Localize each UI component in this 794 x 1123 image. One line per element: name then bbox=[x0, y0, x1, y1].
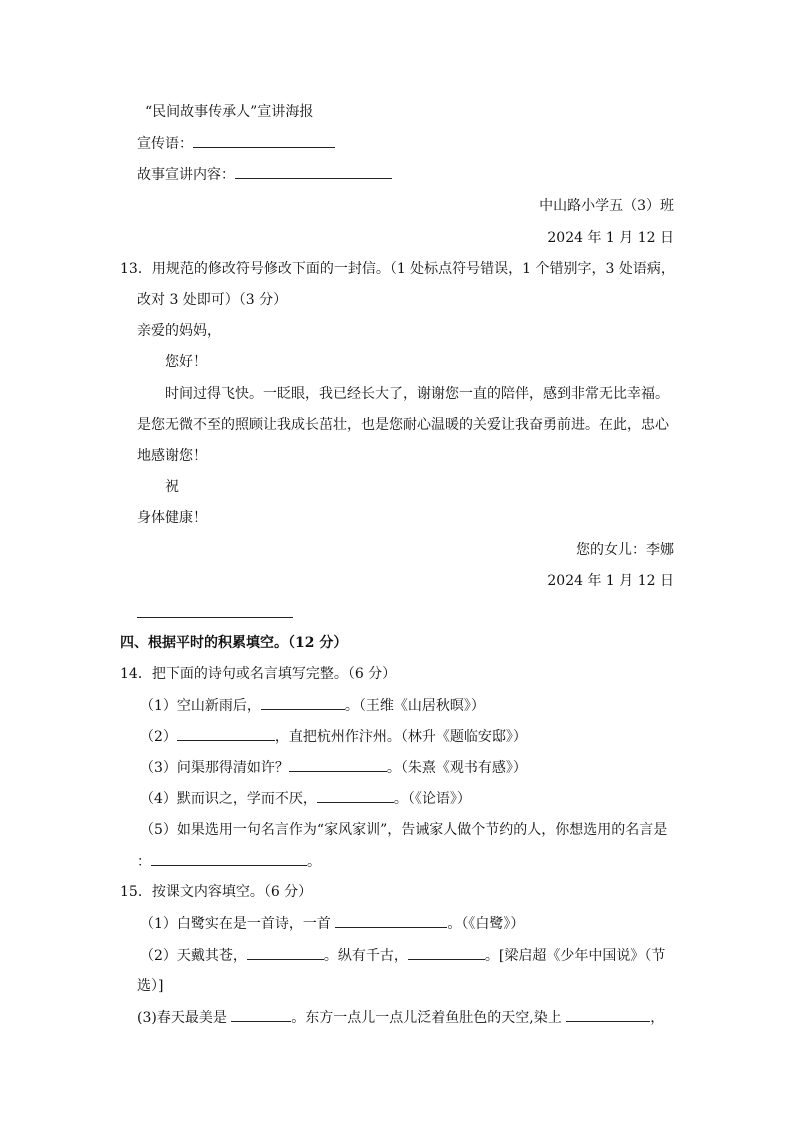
q14-item-5-line2 bbox=[137, 851, 321, 872]
slogan-label: 宣传语： bbox=[137, 136, 193, 152]
q15-blank-1[interactable] bbox=[335, 913, 447, 928]
q15-item-3-post: ， bbox=[650, 1010, 665, 1026]
q15-item-2-line2: 选）] bbox=[137, 978, 164, 994]
q14-item-1-pre: （1）空山新雨后， bbox=[140, 698, 261, 714]
q15-item-1 bbox=[140, 913, 524, 934]
q14-blank-3[interactable] bbox=[289, 757, 387, 772]
letter-body-line3: 地感谢您！ bbox=[137, 448, 207, 464]
q14-blank-4[interactable] bbox=[317, 788, 394, 803]
q15-stem: 15．按课文内容填空。（6 分） bbox=[120, 884, 313, 900]
q14-item-2-pre: （2） bbox=[140, 729, 177, 745]
q14-item-5-line1: （5）如果选用一句名言作为“家风家训”，告诫家人做个节约的人，你想选用的名言是 bbox=[140, 822, 668, 838]
section-4-heading: 四、根据平时的积累填空。（12 分） bbox=[120, 635, 348, 651]
q14-item-4 bbox=[140, 788, 471, 809]
q13-stem-line1: 13．用规范的修改符号修改下面的一封信。（1 处标点符号错误，1 个错别字，3 处语病， bbox=[120, 261, 675, 277]
q15-blank-2b[interactable] bbox=[408, 945, 485, 960]
q14-item-2 bbox=[140, 726, 527, 747]
letter-greeting: 您好！ bbox=[165, 354, 207, 370]
poster-signer: 中山路小学五（3）班 bbox=[539, 198, 674, 214]
q14-blank-2[interactable] bbox=[177, 726, 275, 741]
letter-salutation: 亲爱的妈妈， bbox=[137, 323, 221, 339]
poster-date: 2024 年 1 月 12 日 bbox=[547, 230, 674, 246]
q15-item-1-pre: （1）白鹭实在是一首诗，一首 bbox=[140, 916, 336, 932]
q15-blank-2a[interactable] bbox=[247, 945, 324, 960]
content-blank[interactable] bbox=[235, 164, 392, 179]
letter-wish-content: 身体健康！ bbox=[137, 510, 207, 526]
q14-item-1 bbox=[140, 695, 485, 716]
content-line bbox=[137, 164, 392, 185]
q14-stem: 14．把下面的诗句或名言填写完整。（6 分） bbox=[120, 666, 397, 682]
q15-item-3-pre: (3)春天最美是 bbox=[137, 1010, 232, 1026]
q15-item-1-post: 。（《白鹭》） bbox=[447, 916, 525, 932]
q14-item-3-pre: （3）问渠那得清如许？ bbox=[140, 760, 289, 776]
q14-item-3 bbox=[140, 757, 527, 778]
q15-item-2-pre: （2）天戴其苍， bbox=[140, 948, 247, 964]
answer-rule[interactable] bbox=[137, 617, 293, 618]
q14-item-2-post: ，直把杭州作汴州。（林升《题临安邸》） bbox=[274, 729, 527, 745]
q14-item-5-post: 。 bbox=[307, 854, 321, 870]
q15-item-2 bbox=[140, 945, 665, 966]
q14-item-3-post: 。（朱熹《观书有感》） bbox=[386, 760, 527, 776]
letter-body-line2: 是您无微不至的照顾让我成长茁壮，也是您耐心温暖的关爱让我奋勇前进。在此，忠心 bbox=[137, 417, 669, 433]
q14-item-5-pre: ： bbox=[137, 854, 151, 870]
letter-date: 2024 年 1 月 12 日 bbox=[547, 573, 674, 589]
q14-item-4-pre: （4）默而识之，学而不厌， bbox=[140, 791, 317, 807]
q14-blank-5[interactable] bbox=[151, 851, 307, 866]
q15-item-2-post: 。[梁启超《少年中国说》（节 bbox=[484, 948, 666, 964]
q15-blank-3a[interactable] bbox=[231, 1007, 291, 1022]
letter-wish: 祝 bbox=[165, 479, 179, 495]
content-label: 故事宣讲内容： bbox=[137, 167, 235, 183]
q15-item-2-mid: 。纵有千古， bbox=[323, 948, 408, 964]
poster-title: “民间故事传承人”宣讲海报 bbox=[145, 104, 314, 120]
q14-item-4-post: 。（《论语》） bbox=[393, 791, 471, 807]
slogan-blank[interactable] bbox=[193, 133, 335, 148]
q15-item-3 bbox=[137, 1007, 664, 1028]
slogan-line bbox=[137, 133, 335, 154]
q15-item-3-mid: 。东方一点儿一点儿泛着鱼肚色的天空,染上 bbox=[291, 1010, 567, 1026]
q14-blank-1[interactable] bbox=[261, 695, 345, 710]
q13-stem-line2: 改对 3 处即可）（3 分） bbox=[137, 292, 288, 308]
letter-signer: 您的女儿：李娜 bbox=[576, 542, 674, 558]
letter-body-line1: 时间过得飞快。一眨眼，我已经长大了，谢谢您一直的陪伴，感到非常无比幸福。 bbox=[165, 386, 669, 402]
q14-item-1-post: 。（王维《山居秋暝》） bbox=[344, 698, 485, 714]
q15-blank-3b[interactable] bbox=[566, 1007, 650, 1022]
